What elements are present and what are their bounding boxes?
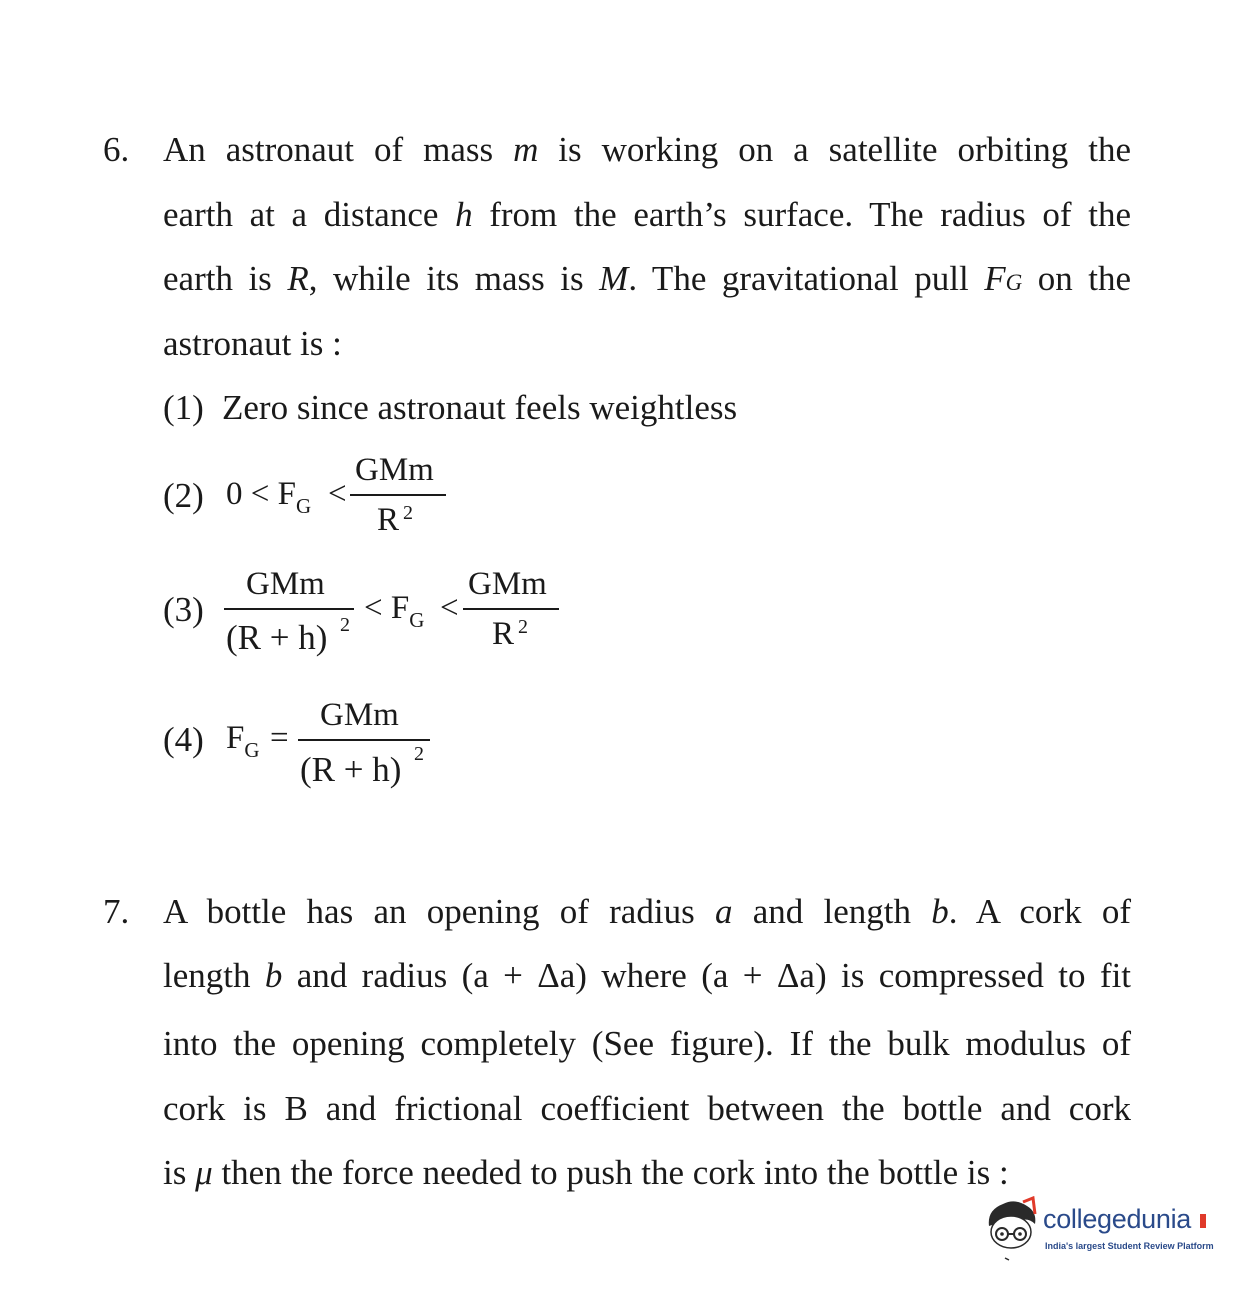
equals-sign: =: [270, 720, 289, 756]
fraction-denominator: (R + h): [226, 618, 328, 657]
exponent: 2: [518, 616, 528, 638]
fraction-bar: [224, 608, 354, 610]
question-text-line: earth at a distance h from the earth’s surface. The radius of the: [163, 195, 1131, 234]
math-expression: $F_G$: [226, 720, 260, 762]
question-text-line: cork is B and frictional coefficient between the bottle and cork: [163, 1089, 1131, 1128]
option-label: (1): [163, 388, 204, 427]
question-text-line: astronaut is :: [163, 324, 342, 363]
option-label: (3): [163, 590, 204, 629]
fraction-denominator: (R + h): [300, 750, 402, 789]
math-expression: $0 < F_G$: [226, 476, 312, 518]
exponent: 2: [403, 502, 413, 524]
math-expression: < $F_G$: [364, 590, 425, 632]
question-text-line: into the opening completely (See figure). If the bulk modulus of: [163, 1024, 1131, 1063]
fraction-numerator: GMm: [320, 697, 399, 733]
question-text-line: is μ then the force needed to push the cork into the bottle is :: [163, 1153, 1009, 1192]
logo-tagline: India's largest Student Review Platform: [1045, 1241, 1214, 1251]
fraction-numerator: GMm: [246, 566, 325, 602]
question-number: 6.: [103, 130, 130, 169]
fraction-denominator: R: [492, 616, 515, 652]
fraction-numerator: GMm: [468, 566, 547, 602]
fraction-bar: [298, 739, 430, 741]
question-number: 7.: [103, 892, 130, 931]
exponent: 2: [340, 614, 350, 636]
question-text-line: A bottle has an opening of radius a and length b. A cork of: [163, 892, 1131, 931]
question-text-line: earth is R, while its mass is M. The gravitational pull FG on the: [163, 259, 1131, 298]
fraction-bar: [463, 608, 559, 610]
less-than-sign: <: [440, 590, 459, 626]
option-label: (2): [163, 476, 204, 515]
question-text-line: length b and radius (a + Δa) where (a + Δa) is compressed to fit: [163, 956, 1132, 995]
logo-wordmark: collegedunia: [1043, 1204, 1192, 1234]
option-text: Zero since astronaut feels weightless: [222, 388, 738, 427]
option-label: (4): [163, 720, 204, 759]
fraction-bar: [350, 494, 446, 496]
fraction-denominator: R: [377, 502, 400, 538]
question-text-line: An astronaut of mass m is working on a satellite orbiting the: [163, 130, 1132, 169]
less-than-sign: <: [328, 476, 347, 512]
fraction-numerator: GMm: [355, 452, 434, 488]
logo-accent-mark: [1200, 1214, 1206, 1228]
exponent: 2: [414, 743, 424, 765]
